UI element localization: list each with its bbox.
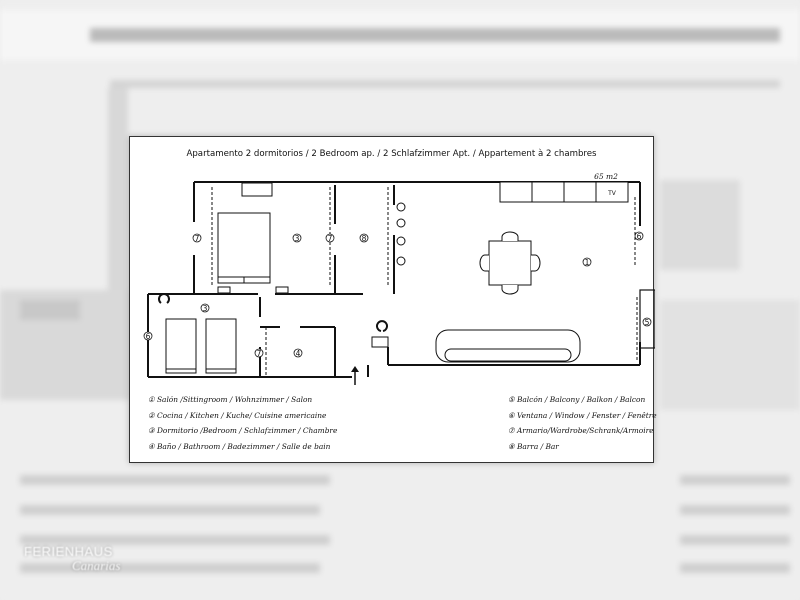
nightstand [242, 183, 272, 196]
chair [480, 255, 489, 271]
room-marker: 6 [145, 332, 151, 341]
legend-item: ⑤ Balcón / Balcony / Balkon / Balcon [508, 395, 646, 404]
pillow [218, 287, 230, 293]
legend-item: ⑧ Barra / Bar [508, 441, 559, 451]
room-marker: 3 [294, 234, 300, 243]
brand-logo [24, 545, 120, 573]
legend-left [148, 395, 337, 457]
room-marker: 7 [256, 349, 262, 358]
chair [531, 255, 540, 271]
logo-line2: Canarias [72, 558, 121, 573]
bar-stool [397, 257, 405, 265]
entry-step [372, 337, 388, 347]
chair [502, 285, 518, 294]
room-marker: 7 [194, 234, 200, 243]
bed [218, 213, 270, 283]
bar-stool [397, 219, 405, 227]
bed [166, 319, 196, 373]
bed [206, 319, 236, 373]
room-marker: 3 [202, 304, 208, 313]
room-marker: 8 [361, 234, 367, 243]
dining-table [489, 241, 531, 285]
tv-label: TV [608, 190, 616, 197]
floor-plan-card [129, 136, 657, 463]
legend-item: ⑦ Armario/Wardrobe/Schrank/Armoire [508, 426, 654, 435]
room-marker: 6 [636, 232, 642, 241]
legend-item: ② Cocina / Kitchen / Kuche/ Cuisine americaine [148, 410, 327, 420]
chair [502, 232, 518, 241]
legend-right [508, 395, 657, 457]
logo-line1: FERIENHAUS [24, 544, 113, 559]
legend-item: ④ Baño / Bathroom / Badezimmer / Salle de bain [148, 441, 331, 451]
bar-stool [397, 203, 405, 211]
door-swing-icon [377, 321, 387, 331]
pillow [276, 287, 288, 293]
area-label: 65 m2 [594, 172, 618, 181]
room-marker: 4 [295, 349, 301, 358]
room-marker: 5 [644, 318, 650, 327]
room-marker: 7 [327, 234, 333, 243]
legend-item: ③ Dormitorio /Bedroom / Schlafzimmer / Chambre [148, 426, 338, 435]
plan-title: Apartamento 2 dormitorios / 2 Bedroom ap. / 2 Schlafzimmer Apt. / Appartement à 2 chambres [186, 149, 597, 159]
legend-item: ⑥ Ventana / Window / Fenster / Fenêtre [508, 410, 657, 420]
door-swing-icon [159, 294, 169, 303]
room-marker: 1 [584, 258, 590, 267]
bar-stool [397, 237, 405, 245]
legend-item: ① Salón /Sittingroom / Wohnzimmer / Salon [148, 395, 313, 404]
